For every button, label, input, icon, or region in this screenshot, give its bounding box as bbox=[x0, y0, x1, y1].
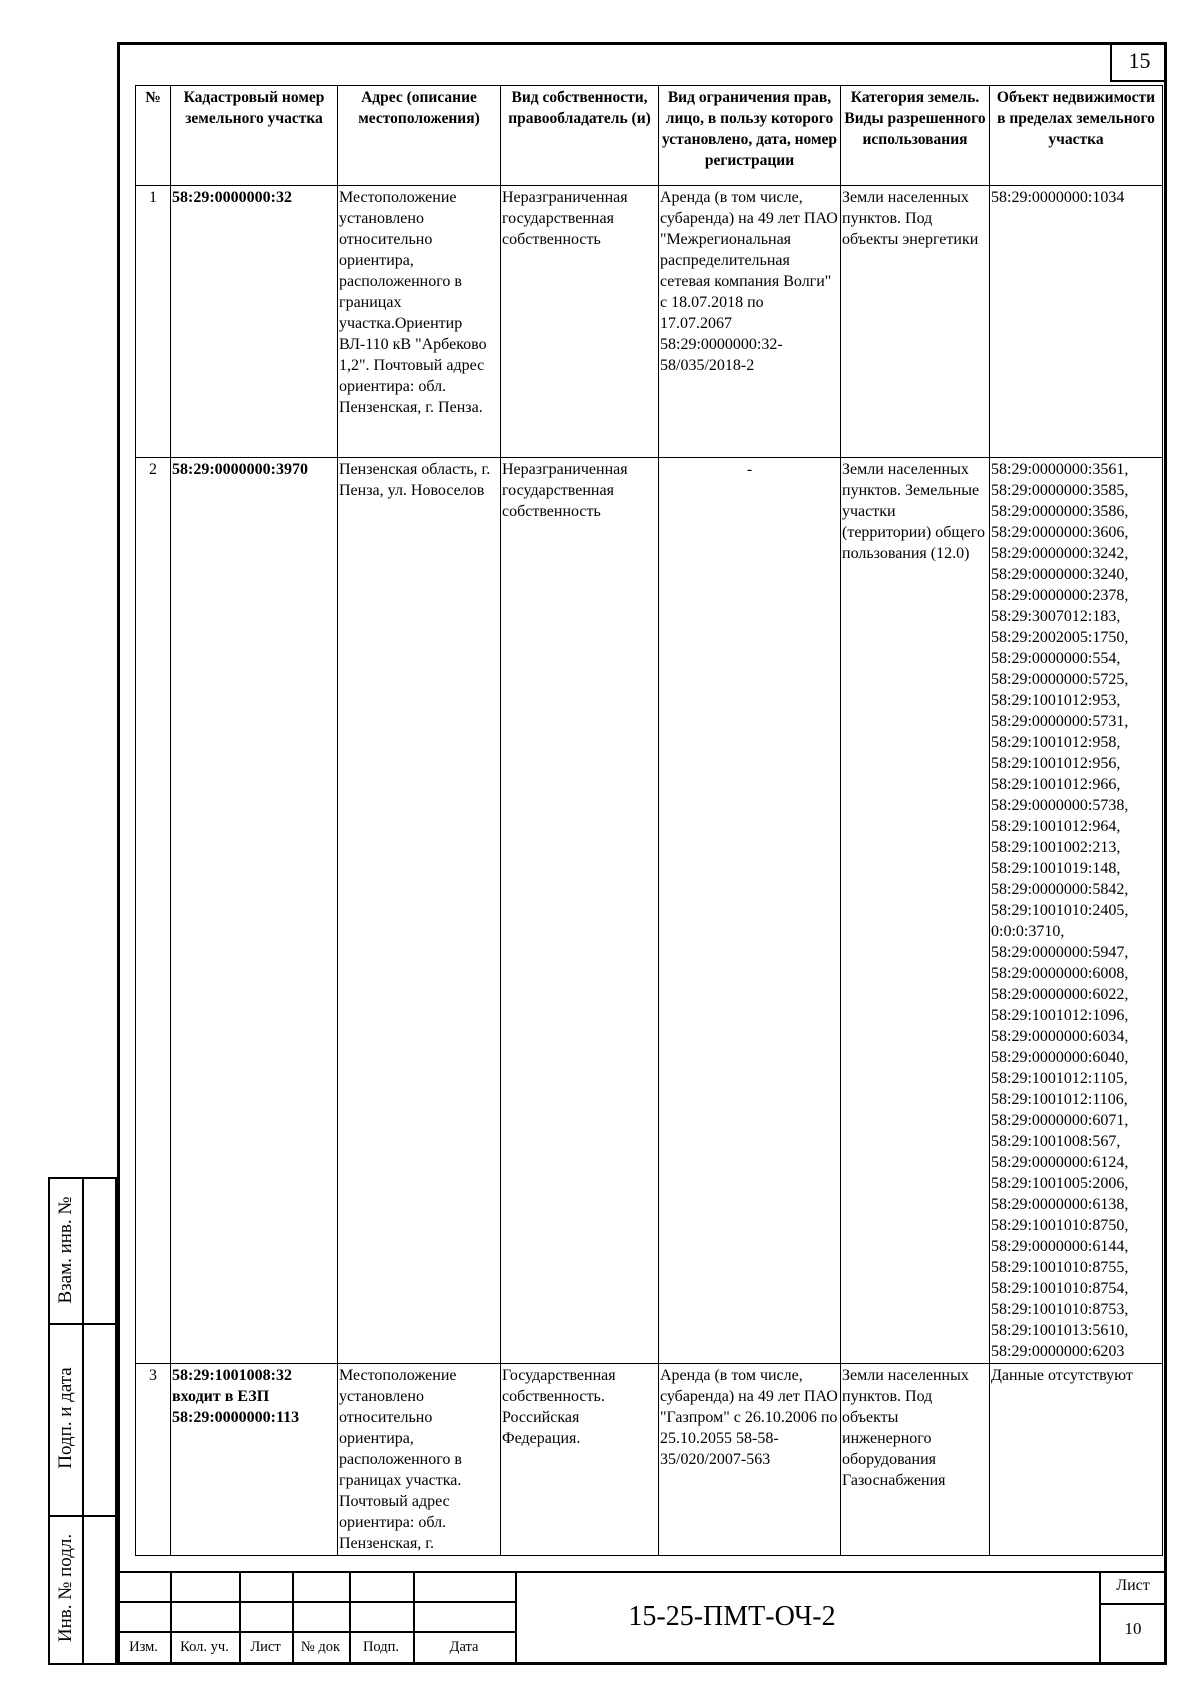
cell-ownership: Неразграниченная государственная собственность bbox=[501, 186, 659, 458]
cell-objects: 58:29:0000000:3561, 58:29:0000000:3585, 58:29:0000000:3586, 58:29:0000000:3606, 58:29:0000000:3242, 58:29:0000000:3240, 58:29:0000000:2378, 58:29:3007012:183, 58:29:2002005:1750, 58:29:0000000:554, 58:29:0000000:5725, 58:29:1001012:953, 58:29:0000000:5731, 58:29:1001012:958, 58:29:1001012:956, 58:29:1001012:966, 58:29:0000000:5738, 58:29:1001012:964, 58:29:1001002:213, 58:29:1001019:148, 58:29:0000000:5842, 58:29:1001010:2405, 0:0:0:3710, 58:29:0000000:5947, 58:29:0000000:6008, 58:29:0000000:6022, 58:29:1001012:1096, 58:29:0000000:6034, 58:29:0000000:6040, 58:29:1001012:1105, 58:29:1001012:1106, 58:29:0000000:6071, 58:29:1001008:567, 58:29:0000000:6124, 58:29:1001005:2006, 58:29:0000000:6138, 58:29:1001010:8750, 58:29:0000000:6144, 58:29:1001010:8755, 58:29:1001010:8754, 58:29:1001010:8753, 58:29:1001013:5610, 58:29:0000000:6203 bbox=[990, 458, 1163, 1364]
cell-restriction: Аренда (в том числе, субаренда) на 49 лет ПАО "Межрегиональная распределительная сетевая компания Волги" с 18.07.2018 по 17.07.2067 58:29:0000000:32-58/035/2018-2 bbox=[659, 186, 841, 458]
cell-objects: 58:29:0000000:1034 bbox=[990, 186, 1163, 458]
header-address: Адрес (описание местоположения) bbox=[338, 86, 501, 186]
header-cadastral: Кадастровый номер земельного участка bbox=[171, 86, 338, 186]
document-code: 15-25-ПМТ-ОЧ-2 bbox=[628, 1601, 836, 1632]
cell-objects: Данные отсутствуют bbox=[990, 1364, 1163, 1556]
cell-num: 3 bbox=[136, 1364, 171, 1556]
side-stamp-value-column bbox=[82, 1177, 117, 1665]
sheet-number: 10 bbox=[1124, 1619, 1142, 1638]
cell-cadastral: 58:29:1001008:32 входит в ЕЗП 58:29:0000000:113 bbox=[171, 1364, 338, 1556]
table-row bbox=[136, 458, 1163, 1364]
side-stamp bbox=[48, 1177, 117, 1665]
land-plots-table bbox=[135, 85, 1163, 1556]
header-objects: Объект недвижимости в пределах земельного участка bbox=[990, 86, 1163, 186]
cell-address: Местоположение установлено относительно ориентира, расположенного в границах участка. Почтовый адрес ориентира: обл. Пензенская, г. bbox=[338, 1364, 501, 1556]
header-restriction: Вид ограничения прав, лицо, в пользу которого установлено, дата, номер регистрации bbox=[659, 86, 841, 186]
title-block bbox=[117, 1571, 1167, 1665]
col-kol-uch: Кол. уч. bbox=[180, 1639, 229, 1655]
cell-address: Пензенская область, г. Пенза, ул. Новоселов bbox=[338, 458, 501, 1364]
cell-restriction: - bbox=[659, 458, 841, 1364]
table-row bbox=[136, 186, 1163, 458]
side-stamp-divider bbox=[48, 1323, 117, 1325]
cell-category: Земли населенных пунктов. Под объекты энергетики bbox=[841, 186, 990, 458]
cell-restriction: Аренда (в том числе, субаренда) на 49 лет ПАО "Газпром" с 26.10.2006 по 25.10.2055 58-58-35/020/2007-563 bbox=[659, 1364, 841, 1556]
podp-data-label: Подп. и дата bbox=[55, 1367, 76, 1469]
table-row bbox=[136, 1364, 1163, 1556]
cell-num: 2 bbox=[136, 458, 171, 1364]
col-n-dok: № док bbox=[300, 1639, 341, 1655]
table-header-row bbox=[136, 86, 1163, 186]
cell-cadastral: 58:29:0000000:3970 bbox=[171, 458, 338, 1364]
header-category: Категория земель. Виды разрешенного использования bbox=[841, 86, 990, 186]
sheet-label: Лист bbox=[1116, 1577, 1150, 1594]
cell-num: 1 bbox=[136, 186, 171, 458]
cell-cadastral: 58:29:0000000:32 bbox=[171, 186, 338, 458]
cell-ownership: Неразграниченная государственная собственность bbox=[501, 458, 659, 1364]
col-list: Лист bbox=[250, 1639, 281, 1655]
header-ownership: Вид собственности, правообладатель (и) bbox=[501, 86, 659, 186]
header-num: № bbox=[136, 86, 171, 186]
col-izm: Изм. bbox=[129, 1639, 158, 1655]
vzam-inv-label: Взам. инв. № bbox=[55, 1196, 76, 1304]
col-podp: Подп. bbox=[362, 1639, 400, 1655]
cell-ownership: Государственная собственность. Российская Федерация. bbox=[501, 1364, 659, 1556]
inv-podl-label: Инв. № подл. bbox=[55, 1533, 76, 1643]
cell-category: Земли населенных пунктов. Земельные участки (территории) общего пользования (12.0) bbox=[841, 458, 990, 1364]
cell-address: Местоположение установлено относительно ориентира, расположенного в границах участка.Ориентир ВЛ-110 кВ "Арбеково 1,2". Почтовый адрес ориентира: обл. Пензенская, г. Пенза. bbox=[338, 186, 501, 458]
col-data: Дата bbox=[449, 1639, 479, 1655]
page-number: 15 bbox=[1110, 42, 1167, 82]
cell-category: Земли населенных пунктов. Под объекты инженерного оборудования Газоснабжения bbox=[841, 1364, 990, 1556]
side-stamp-divider bbox=[48, 1515, 117, 1517]
